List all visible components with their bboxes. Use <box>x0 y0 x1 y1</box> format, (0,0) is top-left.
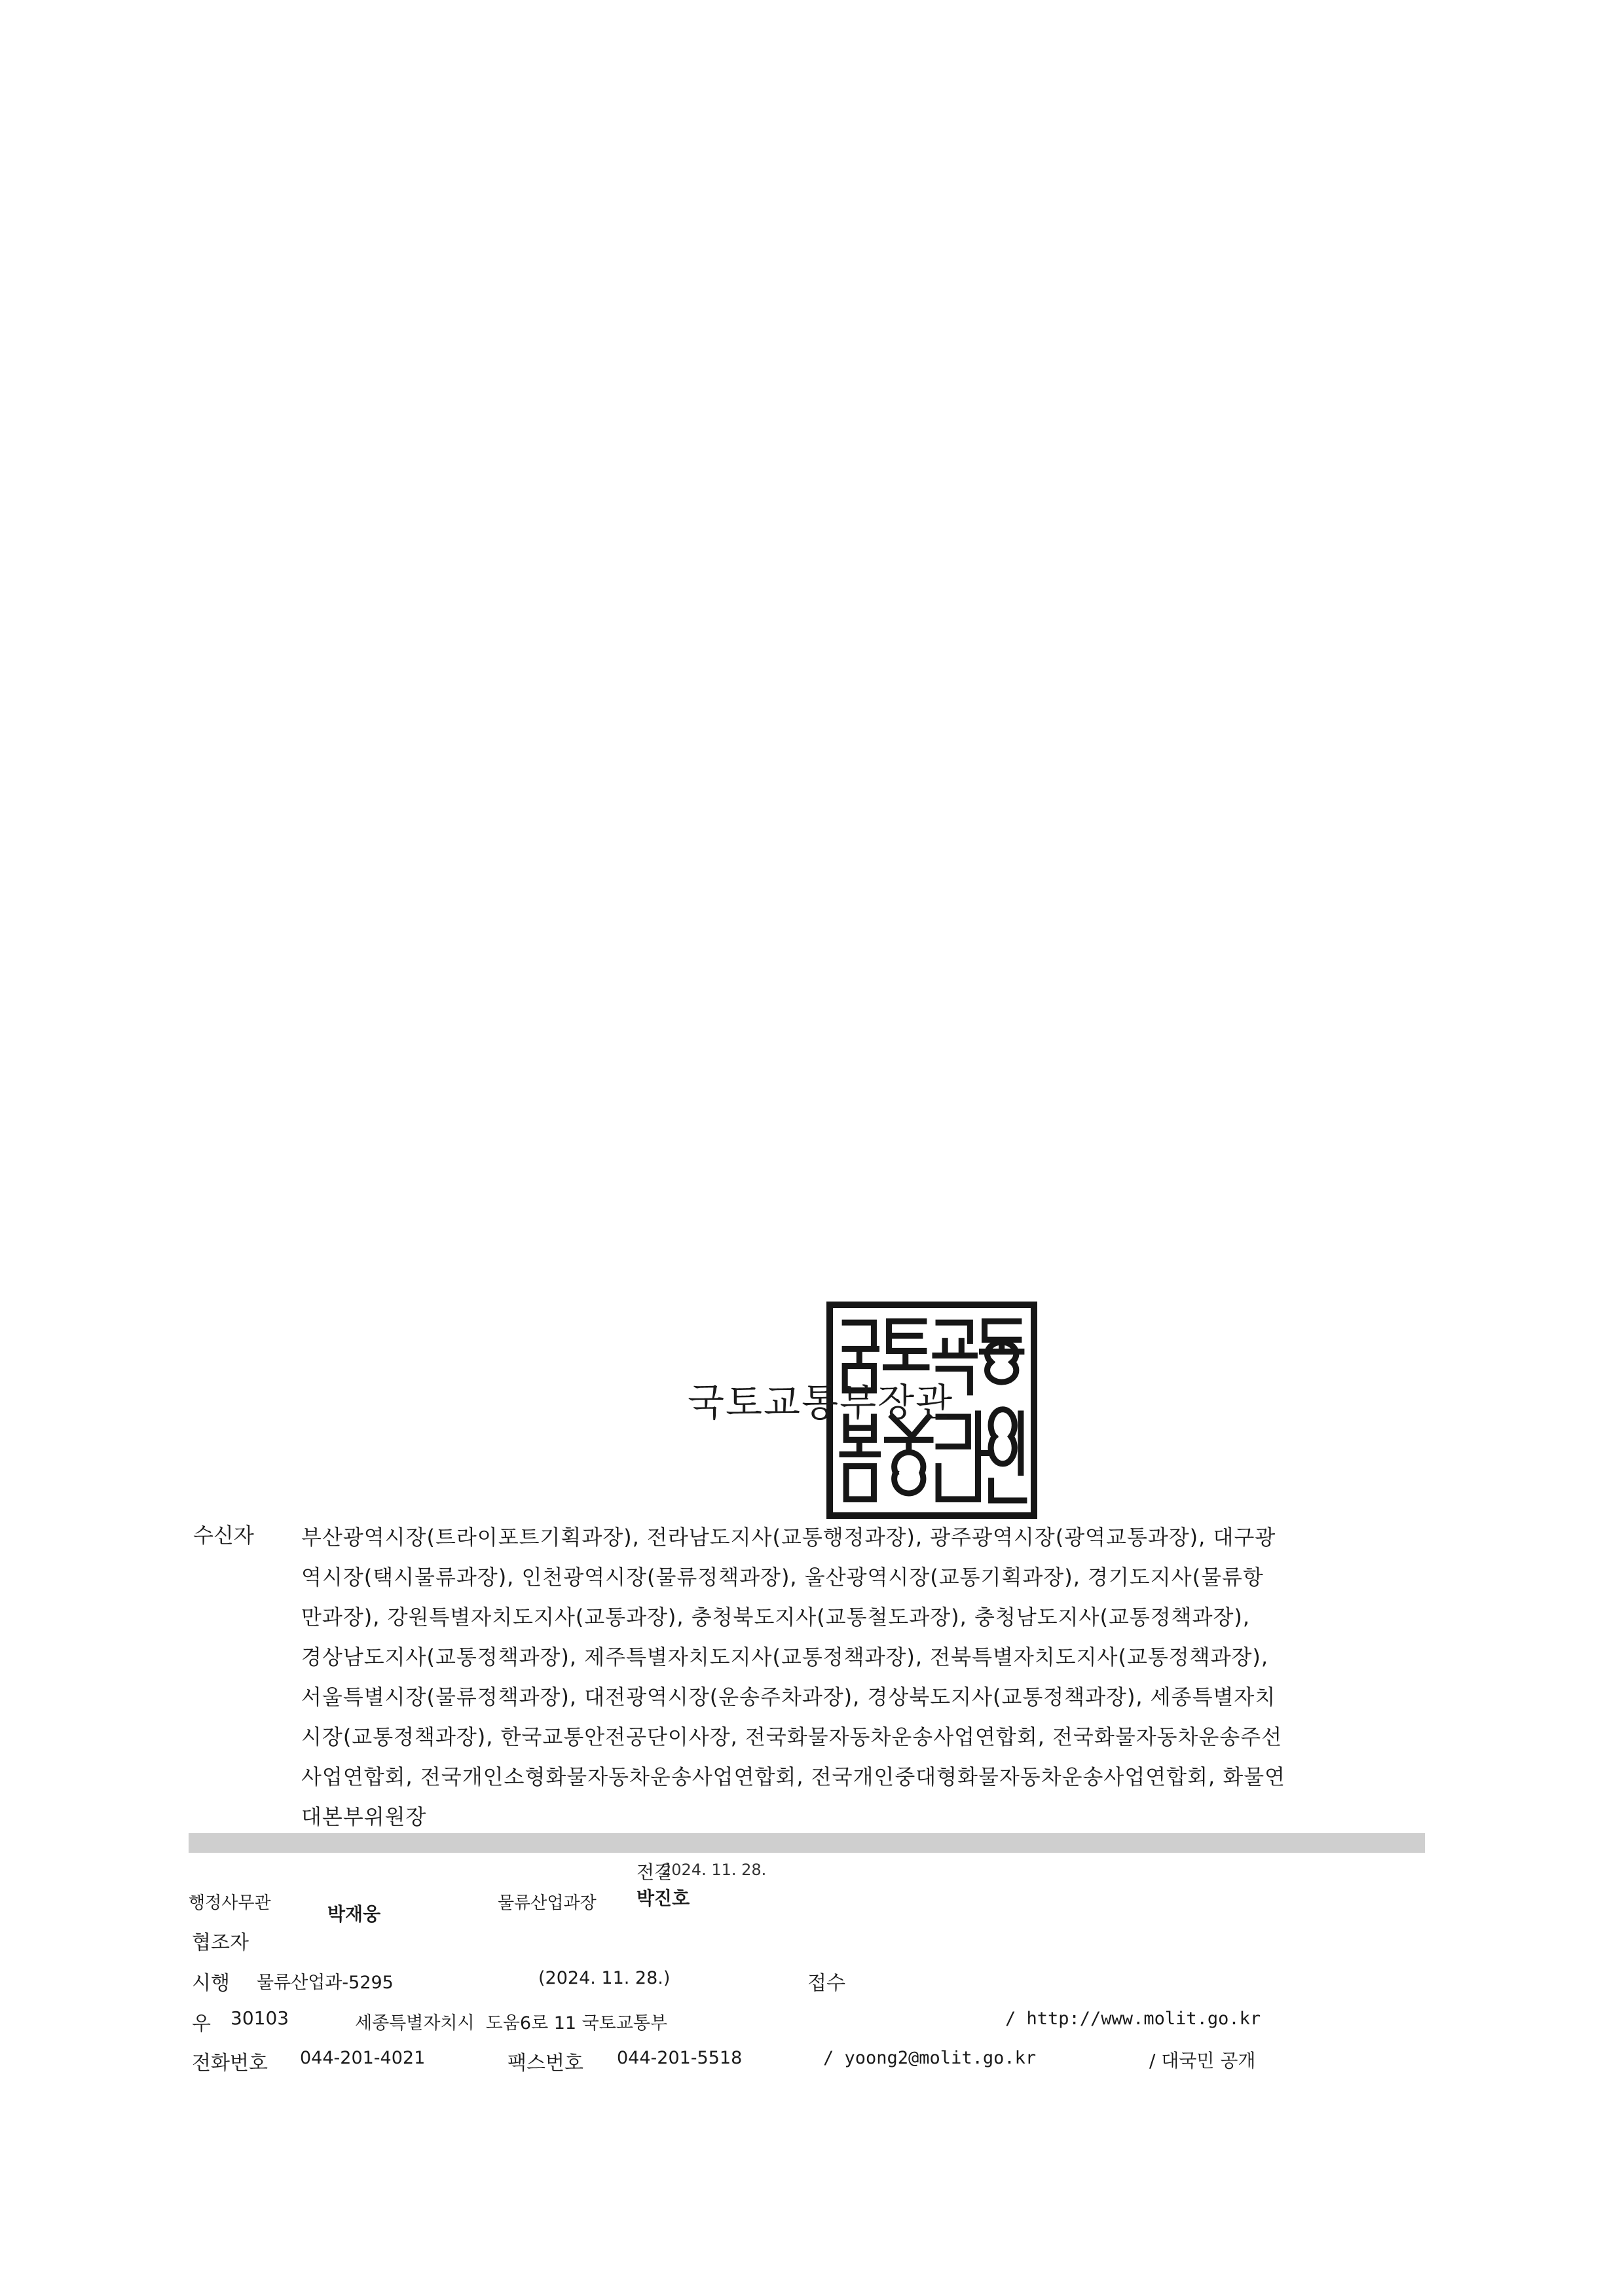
approver-name: 박진호 <box>637 1887 690 1909</box>
recipients-line: 역시장(택시물류과장), 인천광역시장(물류정책과장), 울산광역시장(교통기획과장), 경기도지사(물류항 <box>301 1565 1264 1590</box>
postal-code: 30103 <box>231 2007 289 2029</box>
street-address: 세종특별자치시 도움6로 11 국토교통부 <box>355 2013 668 2033</box>
recipients-label: 수신자 <box>193 1523 254 1548</box>
approver-title: 물류산업과장 <box>498 1893 597 1913</box>
drafter-name: 박재웅 <box>327 1903 381 1925</box>
sender-title: 국토교통부장관 <box>688 1380 954 1425</box>
drafter-title: 행정사무관 <box>189 1893 271 1913</box>
homepage-link[interactable]: / http://www.molit.go.kr <box>1005 2009 1261 2029</box>
recipients-line: 경상남도지사(교통정책과장), 제주특별자치도지사(교통정책과장), 전북특별자치도지사(교통정책과장), <box>301 1645 1269 1669</box>
recipients-line: 시장(교통정책과장), 한국교통안전공단이사장, 전국화물자동차운송사업연합회, 전국화물자동차운송주선 <box>301 1724 1283 1749</box>
email-address[interactable]: / yoong2@molit.go.kr <box>823 2048 1037 2068</box>
recipients-line: 부산광역시장(트라이포트기획과장), 전라남도지사(교통행정과장), 광주광역시장(광역교통과장), 대구광 <box>301 1525 1276 1550</box>
receipt-label: 접수 <box>807 1972 845 1995</box>
recipients-line: 사업연합회, 전국개인소형화물자동차운송사업연합회, 전국개인중대형화물자동차운송사업연합회, 화물연 <box>301 1764 1286 1789</box>
postal-label: 우 <box>192 2013 211 2035</box>
document-number: 물류산업과-5295 <box>257 1973 394 1993</box>
phone-number: 044-201-4021 <box>300 2048 426 2068</box>
phone-label: 전화번호 <box>192 2052 268 2075</box>
fax-label: 팩스번호 <box>507 2052 583 2075</box>
recipients-list <box>301 1518 1421 1837</box>
recipients-line: 만과장), 강원특별자치도지사(교통과장), 충청북도지사(교통철도과장), 충청남도지사(교통정책과장), <box>301 1605 1251 1630</box>
enforcement-date: (2024. 11. 28.) <box>538 1968 671 1988</box>
recipients-line: 서울특별시장(물류정책과장), 대전광역시장(운송주차과장), 경상북도지사(교통정책과장), 세종특별자치 <box>301 1685 1276 1709</box>
disclosure-status: / 대국민 공개 <box>1149 2050 1256 2071</box>
approval-mark: 전결 <box>637 1861 673 1883</box>
divider-bar <box>189 1833 1425 1853</box>
recipients-line: 대본부위원장 <box>301 1804 427 1829</box>
enforcement-label: 시행 <box>192 1972 230 1995</box>
cooperation-label: 협조자 <box>192 1931 249 1954</box>
approval-date: 2024. 11. 28. <box>661 1861 767 1879</box>
fax-number: 044-201-5518 <box>617 2048 743 2068</box>
